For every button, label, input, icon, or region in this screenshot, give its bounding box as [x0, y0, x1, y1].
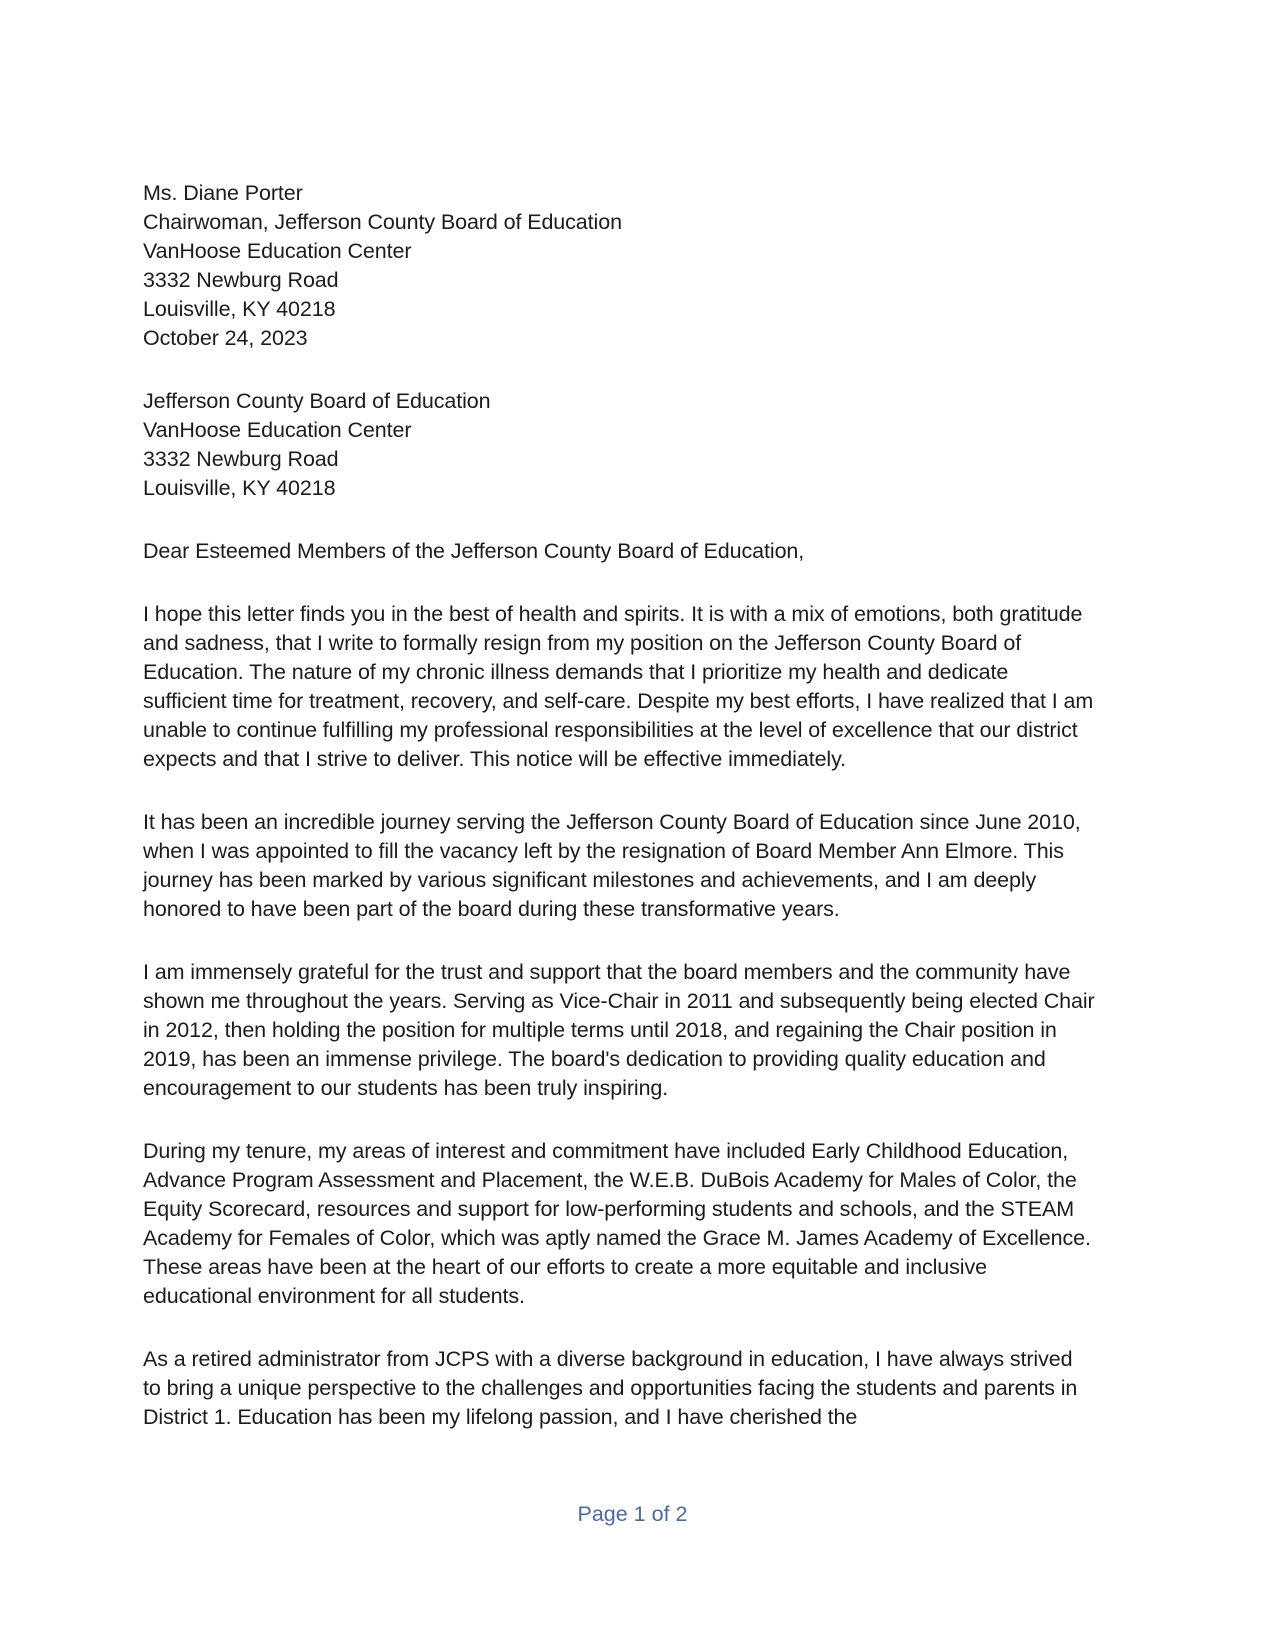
sender-name: Ms. Diane Porter [143, 181, 303, 205]
body-paragraph-5: As a retired administrator from JCPS with a diverse background in education, I have always strived to bring a unique perspective to the challenges and opportunities facing the students and parents in District 1. Education has been my lifelong passion, and I have cherished the [143, 1347, 1078, 1429]
recipient-name: Jefferson County Board of Education [143, 389, 491, 413]
letter-body [143, 179, 1095, 1432]
body-paragraph-3: I am immensely grateful for the trust and support that the board members and the community have shown me throughout the years. Serving as Vice-Chair in 2011 and subsequently being elected Chair in 2012, then holding the position for multiple terms until 2018, and regaining the Chair position in 2019, has been an immense privilege. The board's dedication to providing quality education and encouragement to our students has been truly inspiring. [143, 960, 1095, 1100]
sender-address-block [143, 179, 1095, 353]
sender-title: Chairwoman, Jefferson County Board of Education [143, 210, 622, 234]
page-number-footer: Page 1 of 2 [577, 1502, 688, 1526]
letter-date: October 24, 2023 [143, 326, 308, 350]
recipient-address-block [143, 387, 1095, 503]
body-paragraph-2: It has been an incredible journey serving the Jefferson County Board of Education since June 2010, when I was appointed to fill the vacancy left by the resignation of Board Member Ann Elmore. This journey has been marked by various significant milestones and achievements, and I am deeply honored to have been part of the board during these transformative years. [143, 810, 1081, 921]
sender-street: 3332 Newburg Road [143, 268, 339, 292]
sender-city-state-zip: Louisville, KY 40218 [143, 297, 336, 321]
body-paragraph-1: I hope this letter finds you in the best of health and spirits. It is with a mix of emotions, both gratitude and sadness, that I write to formally resign from my position on the Jefferson County Board of Education. The nature of my chronic illness demands that I prioritize my health and dedicate sufficient time for treatment, recovery, and self-care. Despite my best efforts, I have realized that I am unable to continue fulfilling my professional responsibilities at the level of excellence that our district expects and that I strive to deliver. This notice will be effective immediately. [143, 602, 1094, 771]
body-paragraph-4: During my tenure, my areas of interest and commitment have included Early Childhood Education, Advance Program Assessment and Placement, the W.E.B. DuBois Academy for Males of Color, the Equity Scorecard, resources and support for low-performing students and schools, and the STEAM Academy for Females of Color, which was aptly named the Grace M. James Academy of Excellence. These areas have been at the heart of our efforts to create a more equitable and inclusive educational environment for all students. [143, 1139, 1091, 1308]
recipient-building: VanHoose Education Center [143, 418, 412, 442]
recipient-street: 3332 Newburg Road [143, 447, 339, 471]
recipient-city-state-zip: Louisville, KY 40218 [143, 476, 336, 500]
salutation: Dear Esteemed Members of the Jefferson County Board of Education, [143, 539, 805, 563]
sender-building: VanHoose Education Center [143, 239, 412, 263]
